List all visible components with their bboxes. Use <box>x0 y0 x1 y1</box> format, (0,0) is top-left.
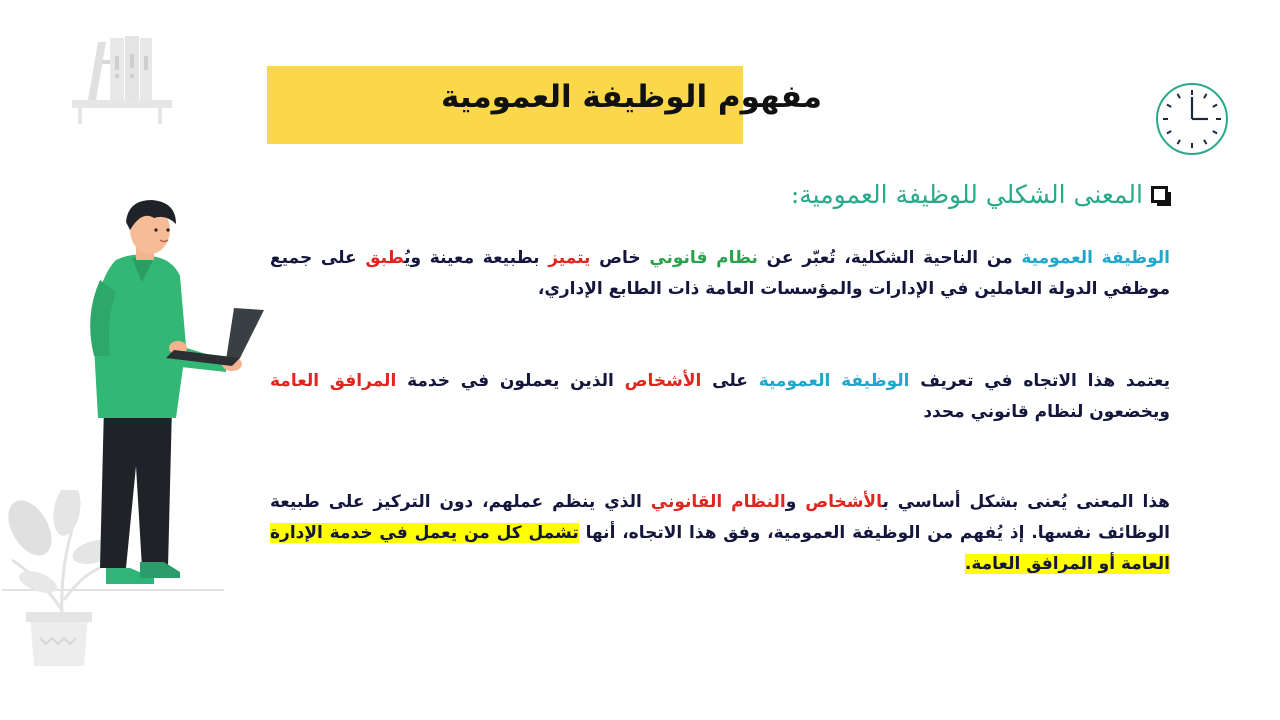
text-segment: هذا المعنى يُعنى بشكل أساسي ب <box>882 492 1170 512</box>
term-legal-system: النظام القانوني <box>650 492 786 512</box>
highlighted-conclusion: تشمل كل من يعمل في خدمة الإدارة العامة أو المرافق العامة. <box>270 523 1170 574</box>
clock-icon <box>1154 81 1230 157</box>
term-public-function: الوظيفة العمومية <box>758 371 910 391</box>
text-segment: و <box>785 492 806 512</box>
man-with-laptop-illustration <box>80 196 270 588</box>
paragraph-approach <box>270 366 1170 428</box>
text-segment: على جميع موظفي الدولة العاملين في الإدارات والمؤسسات العامة ذات الطابع الإداري، <box>270 248 1170 299</box>
term-applied: طبق <box>365 248 405 268</box>
paragraph-meaning <box>270 487 1170 580</box>
text-segment: يعتمد هذا الاتجاه في تعريف <box>909 371 1171 391</box>
term-public-facilities: المرافق العامة <box>270 371 397 391</box>
term-legal-system: نظام قانوني <box>649 248 758 268</box>
section-heading-text: المعنى الشكلي للوظيفة العمومية: <box>790 180 1143 209</box>
section-heading <box>791 180 1168 209</box>
text-segment: ويخضعون لنظام قانوني محدد <box>923 402 1170 422</box>
term-persons: الأشخاص <box>624 371 702 391</box>
term-distinguished: يتميز <box>548 248 591 268</box>
text-segment: بطبيعة معينة ويُ <box>404 248 549 268</box>
term-persons: الأشخاص <box>805 492 883 512</box>
bookshelf-illustration <box>70 34 174 126</box>
slide-title: مفهوم الوظيفة العمومية <box>440 79 822 115</box>
text-segment: خاص <box>590 248 650 268</box>
term-public-function: الوظيفة العمومية <box>1021 248 1171 268</box>
paragraph-formal-definition <box>270 243 1170 305</box>
text-segment: الذين يعملون في خدمة <box>396 371 625 391</box>
text-segment: الذي ينظم عملهم، دون التركيز على طبيعة الوظائف نفسها. إذ يُفهم من الوظيفة العمومية، وفق هذا الاتجاه، أنها <box>270 492 1170 543</box>
checkbox-icon <box>1151 186 1168 203</box>
text-segment: على <box>701 371 759 391</box>
text-segment: من الناحية الشكلية، تُعبّر عن <box>757 248 1022 268</box>
